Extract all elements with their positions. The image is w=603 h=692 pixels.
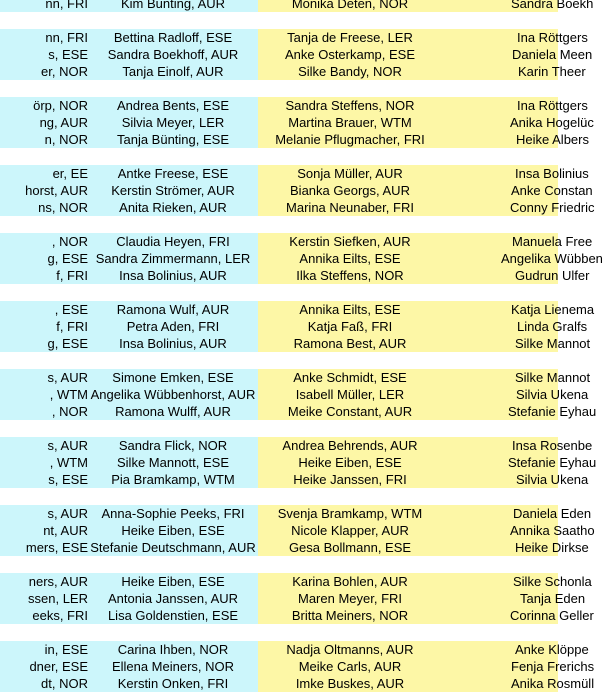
table-cell[interactable]: Ramona Wulff, AUR — [88, 403, 258, 420]
table-cell[interactable]: Sandra Boekhoff, AUR — [88, 46, 258, 63]
table-cell[interactable]: Silke Bandy, NOR — [258, 63, 442, 80]
table-cell[interactable] — [442, 369, 591, 386]
table-row — [0, 0, 594, 12]
table-cell[interactable]: Stefanie Deutschmann, AUR — [88, 539, 258, 556]
table-row — [0, 607, 594, 624]
table-cell[interactable] — [0, 80, 88, 97]
table-cell[interactable] — [442, 437, 593, 454]
table-cell[interactable]: Katja Faß, FRI — [258, 318, 442, 335]
cell-text: Insa Rosenbe — [512, 438, 593, 453]
table-row — [0, 148, 558, 165]
cell-text: Ina Röttgers — [517, 98, 588, 113]
table-cell[interactable]: , NOR — [0, 403, 88, 420]
cell-text: Stefanie Eyhau — [508, 404, 597, 419]
table-cell[interactable] — [442, 216, 558, 233]
table-cell[interactable]: s, ESE — [0, 46, 88, 63]
table-cell[interactable] — [88, 556, 258, 573]
table-cell[interactable] — [442, 386, 589, 403]
table-cell[interactable] — [258, 420, 442, 437]
table-cell[interactable]: Annika Eilts, ESE — [258, 250, 442, 267]
cell-text: Tanja Eden — [520, 591, 586, 606]
table-cell[interactable]: Insa Bolinius, AUR — [88, 335, 258, 352]
cell-text: Silke Mannot — [515, 336, 591, 351]
table-cell[interactable]: Heike Janssen, FRI — [258, 471, 442, 488]
table-row — [0, 420, 558, 437]
table-cell[interactable] — [442, 675, 595, 692]
table-cell[interactable]: f, FRI — [0, 318, 88, 335]
table-cell[interactable] — [442, 488, 558, 505]
table-cell[interactable]: , NOR — [0, 233, 88, 250]
table-cell[interactable]: Isabell Müller, LER — [258, 386, 442, 403]
table-cell[interactable]: Simone Emken, ESE — [88, 369, 258, 386]
table-row — [0, 233, 593, 250]
table-cell[interactable]: Anke Osterkamp, ESE — [258, 46, 442, 63]
table-cell[interactable]: er, NOR — [0, 63, 88, 80]
table-cell[interactable] — [88, 216, 258, 233]
table-cell[interactable] — [88, 420, 258, 437]
cell-text: Silvia Ukena — [516, 387, 589, 402]
table-cell[interactable] — [88, 352, 258, 369]
cell-text: Heike Dirkse — [515, 540, 589, 555]
table-cell[interactable] — [442, 233, 593, 250]
table-cell[interactable]: Monika Deten, NOR — [258, 0, 442, 12]
table-row — [0, 437, 593, 454]
table-cell[interactable] — [0, 556, 88, 573]
cell-text: Linda Gralfs — [517, 319, 588, 334]
table-cell[interactable] — [0, 624, 88, 641]
table-cell[interactable]: Meike Carls, AUR — [258, 658, 442, 675]
table-cell[interactable]: ns, NOR — [0, 199, 88, 216]
table-cell[interactable] — [442, 505, 592, 522]
table-cell[interactable]: f, FRI — [0, 267, 88, 284]
table-cell[interactable] — [442, 199, 595, 216]
table-row — [0, 284, 558, 301]
table-cell[interactable]: g, ESE — [0, 250, 88, 267]
table-row — [0, 335, 591, 352]
table-row — [0, 199, 595, 216]
table-cell[interactable]: Nicole Klapper, AUR — [258, 522, 442, 539]
table-cell[interactable] — [258, 488, 442, 505]
table-row — [0, 403, 597, 420]
table-cell[interactable] — [258, 352, 442, 369]
table-cell[interactable]: dt, NOR — [0, 675, 88, 692]
table-cell[interactable] — [442, 403, 597, 420]
cell-text: Katja Lienema — [511, 302, 595, 317]
table-cell[interactable]: Nadja Oltmanns, AUR — [258, 641, 442, 658]
table-row — [0, 471, 589, 488]
table-cell[interactable]: horst, AUR — [0, 182, 88, 199]
cell-text: Corinna Geller — [510, 608, 594, 623]
table-cell[interactable] — [442, 80, 558, 97]
table-row — [0, 301, 595, 318]
table-cell[interactable]: , WTM — [0, 386, 88, 403]
table-cell[interactable] — [442, 0, 594, 12]
table-row — [0, 675, 595, 692]
table-cell[interactable]: Sandra Flick, NOR — [88, 437, 258, 454]
table-cell[interactable] — [258, 284, 442, 301]
table-row — [0, 352, 558, 369]
table-cell[interactable] — [258, 624, 442, 641]
table-cell[interactable]: s, ESE — [0, 471, 88, 488]
table-cell[interactable] — [442, 522, 595, 539]
table-cell[interactable]: Claudia Heyen, FRI — [88, 233, 258, 250]
table-cell[interactable] — [88, 284, 258, 301]
table-cell[interactable]: , ESE — [0, 301, 88, 318]
table-cell[interactable]: Tanja de Freese, LER — [258, 29, 442, 46]
table-cell[interactable]: Ramona Wulf, AUR — [88, 301, 258, 318]
table-cell[interactable] — [0, 352, 88, 369]
cell-text: Anika Rosmüll — [511, 676, 595, 691]
table-cell[interactable] — [442, 454, 597, 471]
table-cell[interactable]: eeks, FRI — [0, 607, 88, 624]
table-cell[interactable]: er, EE — [0, 165, 88, 182]
cell-text: Stefanie Eyhau — [508, 455, 597, 470]
table-cell[interactable] — [442, 301, 595, 318]
table-cell[interactable]: Anke Schmidt, ESE — [258, 369, 442, 386]
table-cell[interactable]: Martina Brauer, WTM — [258, 114, 442, 131]
table-cell[interactable] — [442, 607, 594, 624]
table-cell[interactable]: ng, AUR — [0, 114, 88, 131]
table-cell[interactable] — [258, 12, 442, 29]
table-cell[interactable] — [442, 267, 590, 284]
table-cell[interactable]: , WTM — [0, 454, 88, 471]
table-cell[interactable] — [442, 182, 593, 199]
table-row — [0, 624, 558, 641]
table-row — [0, 46, 593, 63]
table-row — [0, 454, 597, 471]
cell-text: Ina Röttgers — [517, 30, 588, 45]
table-row — [0, 63, 586, 80]
table-cell[interactable]: Tanja Bünting, ESE — [88, 131, 258, 148]
table-cell[interactable] — [442, 12, 558, 29]
cell-text: Angelika Wübben — [501, 251, 603, 266]
table-row — [0, 658, 595, 675]
table-cell[interactable]: Lisa Goldenstien, ESE — [88, 607, 258, 624]
table-row — [0, 539, 589, 556]
cell-text: Fenja Frerichs — [511, 659, 595, 674]
table-row — [0, 641, 589, 658]
table-cell[interactable]: nn, FRI — [0, 0, 88, 12]
table-cell[interactable] — [442, 250, 603, 267]
table-cell[interactable]: g, ESE — [0, 335, 88, 352]
table-cell[interactable]: in, ESE — [0, 641, 88, 658]
table-cell[interactable] — [442, 284, 558, 301]
table-cell[interactable]: Svenja Bramkamp, WTM — [258, 505, 442, 522]
table-row — [0, 318, 588, 335]
table-cell[interactable]: Bettina Radloff, ESE — [88, 29, 258, 46]
table-cell[interactable]: Heike Eiben, ESE — [88, 522, 258, 539]
table-row — [0, 216, 558, 233]
table-cell[interactable]: Ramona Best, AUR — [258, 335, 442, 352]
table-cell[interactable] — [442, 641, 589, 658]
table-cell[interactable]: Andrea Behrends, AUR — [258, 437, 442, 454]
table-cell[interactable] — [442, 556, 558, 573]
table-cell[interactable] — [88, 148, 258, 165]
table-cell[interactable] — [88, 80, 258, 97]
table-cell[interactable] — [442, 97, 588, 114]
table-cell[interactable]: Meike Constant, AUR — [258, 403, 442, 420]
table-cell[interactable]: mers, ESE — [0, 539, 88, 556]
table-cell[interactable] — [442, 352, 558, 369]
table-row — [0, 488, 558, 505]
table-row — [0, 182, 593, 199]
cell-text: Gudrun Ulfer — [515, 268, 590, 283]
table-cell[interactable]: Heike Eiben, ESE — [258, 454, 442, 471]
table-cell[interactable]: Bianka Georgs, AUR — [258, 182, 442, 199]
table-cell[interactable] — [88, 624, 258, 641]
table-cell[interactable]: Angelika Wübbenhorst, AUR — [88, 386, 258, 403]
table-row — [0, 369, 591, 386]
table-row — [0, 131, 589, 148]
table-row — [0, 165, 589, 182]
table-row — [0, 29, 588, 46]
table-row — [0, 80, 558, 97]
table-cell[interactable] — [442, 590, 586, 607]
table-row — [0, 97, 588, 114]
cell-text: Conny Friedric — [510, 200, 595, 215]
table-row — [0, 386, 589, 403]
table-cell[interactable]: Pia Bramkamp, WTM — [88, 471, 258, 488]
cell-text: Insa Bolinius — [515, 166, 589, 181]
table-cell[interactable]: Britta Meiners, NOR — [258, 607, 442, 624]
table-cell[interactable] — [442, 335, 591, 352]
table-cell[interactable]: Heike Eiben, ESE — [88, 573, 258, 590]
table-cell[interactable]: Sonja Müller, AUR — [258, 165, 442, 182]
table-cell[interactable]: Maren Meyer, FRI — [258, 590, 442, 607]
table-cell[interactable]: Annika Eilts, ESE — [258, 301, 442, 318]
table-cell[interactable] — [258, 556, 442, 573]
table-cell[interactable]: Tanja Einolf, AUR — [88, 63, 258, 80]
table-cell[interactable] — [258, 148, 442, 165]
table-cell[interactable]: Karina Bohlen, AUR — [258, 573, 442, 590]
cell-text: Annika Saatho — [510, 523, 595, 538]
cell-text: Daniela Eden — [513, 506, 592, 521]
table-cell[interactable]: dner, ESE — [0, 658, 88, 675]
table-cell[interactable] — [88, 488, 258, 505]
table-cell[interactable]: Imke Buskes, AUR — [258, 675, 442, 692]
table-cell[interactable] — [0, 488, 88, 505]
cell-text: Anke Constan — [511, 183, 593, 198]
table-cell[interactable]: Kerstin Onken, FRI — [88, 675, 258, 692]
table-cell[interactable] — [442, 539, 589, 556]
table-cell[interactable] — [442, 148, 558, 165]
table-cell[interactable]: Silke Mannott, ESE — [88, 454, 258, 471]
table-cell[interactable]: Antke Freese, ESE — [88, 165, 258, 182]
cell-text: Silvia Ukena — [516, 472, 589, 487]
table-row — [0, 267, 590, 284]
table-cell[interactable]: nt, AUR — [0, 522, 88, 539]
table-cell[interactable]: Silvia Meyer, LER — [88, 114, 258, 131]
table-cell[interactable]: ssen, LER — [0, 590, 88, 607]
table-row — [0, 522, 595, 539]
table-cell[interactable] — [258, 80, 442, 97]
cell-text: Daniela Meen — [512, 47, 593, 62]
table-cell[interactable] — [442, 165, 589, 182]
cell-text: Karin Theer — [518, 64, 586, 79]
table-cell[interactable] — [442, 29, 588, 46]
cell-text: Anika Hogelüc — [510, 115, 594, 130]
cell-text: Silke Mannot — [515, 370, 591, 385]
table-cell[interactable] — [0, 12, 88, 29]
table-cell[interactable]: Sandra Zimmermann, LER — [88, 250, 258, 267]
table-cell[interactable]: s, AUR — [0, 505, 88, 522]
table-row — [0, 114, 594, 131]
table-cell[interactable]: Insa Bolinius, AUR — [88, 267, 258, 284]
table-cell[interactable]: Ellena Meiners, NOR — [88, 658, 258, 675]
table-cell[interactable]: s, AUR — [0, 369, 88, 386]
table-cell[interactable]: Ilka Steffens, NOR — [258, 267, 442, 284]
table-cell[interactable]: Petra Aden, FRI — [88, 318, 258, 335]
table-cell[interactable]: nn, FRI — [0, 29, 88, 46]
table-cell[interactable] — [0, 148, 88, 165]
cell-text: Manuela Free — [512, 234, 593, 249]
table-cell[interactable] — [88, 12, 258, 29]
cell-text: Sandra Boekh — [511, 0, 594, 11]
table-cell[interactable]: Kerstin Strömer, AUR — [88, 182, 258, 199]
table-row — [0, 556, 558, 573]
table-row — [0, 573, 592, 590]
table-cell[interactable]: Anita Rieken, AUR — [88, 199, 258, 216]
cell-text: Silke Schonla — [513, 574, 592, 589]
table-cell[interactable] — [442, 114, 594, 131]
table-cell[interactable] — [442, 624, 558, 641]
table-cell[interactable]: örp, NOR — [0, 97, 88, 114]
table-cell[interactable]: Kim Bunting, AUR — [88, 0, 258, 12]
table-cell[interactable] — [442, 318, 588, 335]
table-cell[interactable]: Andrea Bents, ESE — [88, 97, 258, 114]
table-cell[interactable]: Carina Ihben, NOR — [88, 641, 258, 658]
table-cell[interactable] — [0, 216, 88, 233]
table-cell[interactable] — [0, 284, 88, 301]
table-cell[interactable] — [442, 63, 586, 80]
table-cell[interactable] — [0, 420, 88, 437]
cell-text: Heike Albers — [516, 132, 589, 147]
table-cell[interactable]: Melanie Pflugmacher, FRI — [258, 131, 442, 148]
table-cell[interactable]: s, AUR — [0, 437, 88, 454]
table-cell[interactable]: ners, AUR — [0, 573, 88, 590]
table-cell[interactable]: n, NOR — [0, 131, 88, 148]
table-cell[interactable]: Kerstin Siefken, AUR — [258, 233, 442, 250]
table-cell[interactable] — [442, 471, 589, 488]
table-cell[interactable]: Antonia Janssen, AUR — [88, 590, 258, 607]
table-cell[interactable]: Marina Neunaber, FRI — [258, 199, 442, 216]
table-cell[interactable]: Gesa Bollmann, ESE — [258, 539, 442, 556]
cell-text: Anke Klöppe — [515, 642, 589, 657]
table-cell[interactable] — [258, 216, 442, 233]
table-cell[interactable] — [442, 420, 558, 437]
table-cell[interactable] — [442, 46, 593, 63]
table-cell[interactable] — [442, 573, 592, 590]
table-row — [0, 12, 558, 29]
table-cell[interactable] — [442, 131, 589, 148]
table-cell[interactable] — [442, 658, 595, 675]
table-cell[interactable]: Anna-Sophie Peeks, FRI — [88, 505, 258, 522]
table-row — [0, 250, 603, 267]
table-cell[interactable]: Sandra Steffens, NOR — [258, 97, 442, 114]
table-row — [0, 590, 586, 607]
table-row — [0, 505, 592, 522]
